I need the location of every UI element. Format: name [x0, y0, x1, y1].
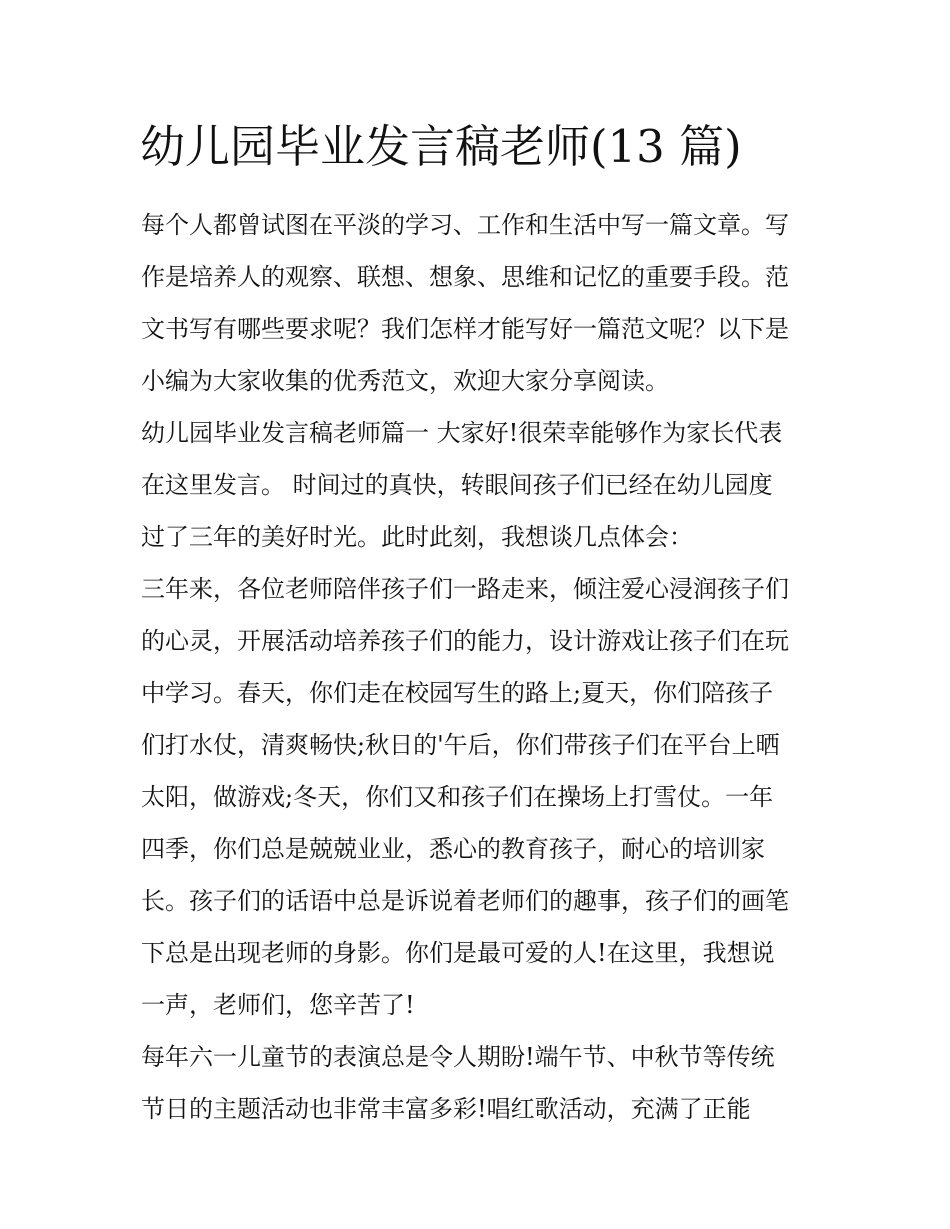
- text-line: 小编为大家收集的优秀范文，欢迎大家分享阅读。: [141, 367, 669, 395]
- text-line: 过了三年的美好时光。此时此刻，我想谈几点体会：: [141, 523, 693, 551]
- text-line: 文书写有哪些要求呢？我们怎样才能写好一篇范文呢？以下是: [141, 315, 789, 343]
- text-line: 的心灵，开展活动培养孩子们的能力，设计游戏让孩子们在玩: [141, 627, 789, 655]
- text-line: 一声，老师们，您辛苦了!: [141, 991, 415, 1019]
- text-line: 三年来，各位老师陪伴孩子们一路走来，倾注爱心浸润孩子们: [141, 575, 789, 603]
- text-line: 四季，你们总是兢兢业业，悉心的教育孩子，耐心的培训家: [141, 835, 765, 863]
- text-line: 太阳，做游戏;冬天，你们又和孩子们在操场上打雪仗。一年: [141, 783, 774, 811]
- text-line: 每个人都曾试图在平淡的学习、工作和生活中写一篇文章。写: [141, 211, 789, 239]
- text-line: 中学习。春天，你们走在校园写生的路上;夏天，你们陪孩子: [141, 679, 774, 707]
- text-line: 节日的主题活动也非常丰富多彩!唱红歌活动，充满了正能: [141, 1095, 751, 1123]
- text-line: 长。孩子们的话语中总是诉说着老师们的趣事，孩子们的画笔: [141, 887, 789, 915]
- page-title: 幼儿园毕业发言稿老师(13 篇): [140, 120, 742, 173]
- document-body: [141, 199, 816, 1135]
- text-line: 幼儿园毕业发言稿老师篇一 大家好!很荣幸能够作为家长代表: [141, 419, 783, 447]
- text-line: 下总是出现老师的身影。你们是最可爱的人!在这里，我想说: [141, 939, 775, 967]
- text-line: 们打水仗，清爽畅快;秋日的'午后，你们带孩子们在平台上晒: [141, 731, 780, 759]
- text-line: 作是培养人的观察、联想、想象、思维和记忆的重要手段。范: [141, 263, 789, 291]
- text-line: 在这里发言。 时间过的真快，转眼间孩子们已经在幼儿园度: [141, 471, 773, 499]
- text-line: 每年六一儿童节的表演总是令人期盼!端午节、中秋节等传统: [141, 1043, 775, 1071]
